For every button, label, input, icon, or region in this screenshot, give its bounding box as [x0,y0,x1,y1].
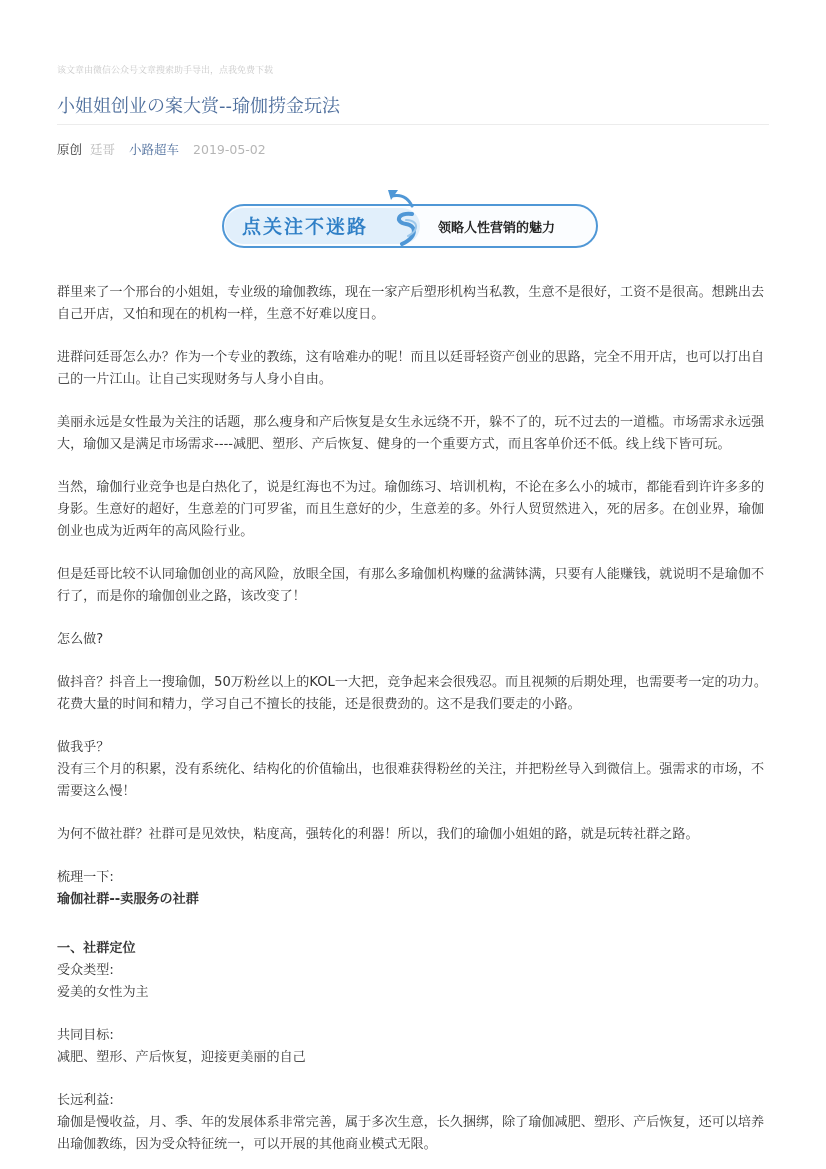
follow-banner [218,186,604,252]
publish-date: 2019-05-02 [193,142,266,157]
paragraph: 当然，瑜伽行业竞争也是白热化了，说是红海也不为过。瑜伽练习、培训机构，不论在多么小的城市，都能看到许许多多的身影。生意好的超好，生意差的门可罗雀，而且生意好的少，生意差的多。外行人贸贸然进入，死的居多。在创业界，瑜伽创业也成为近两年的高风险行业。 [57,480,765,539]
article-title: 小姐姐创业の案大赏--瑜伽捞金玩法 [57,96,340,117]
author-name: 廷哥 [90,142,116,157]
curl-arrow-icon [378,186,438,252]
title-divider [57,124,769,125]
section-heading: 一、社群定位 [57,941,136,956]
field-label: 共同目标: [57,1028,114,1043]
paragraph: 进群问廷哥怎么办？作为一个专业的教练，这有啥难办的呢！而且以廷哥轻资产创业的思路，完全不用开店，也可以打出自己的一片江山。让自己实现财务与人身小自由。 [57,350,765,387]
section-subtitle: 瑜伽社群--卖服务の社群 [57,892,199,907]
paragraph: 但是廷哥比较不认同瑜伽创业的高风险，放眼全国，有那么多瑜伽机构赚的盆满钵满，只要有人能赚钱，就说明不是瑜伽不行了，而是你的瑜伽创业之路，该改变了！ [57,567,765,604]
article-body [57,282,769,1156]
paragraph: 怎么做? [57,632,104,647]
paragraph: 群里来了一个邢台的小姐姐，专业级的瑜伽教练，现在一家产后塑形机构当私教，生意不是很好，工资不是很高。想跳出去自己开店，又怕和现在的机构一样，生意不好难以度日。 [57,285,765,322]
paragraph: 做我乎？ [57,740,110,755]
field-value: 瑜伽是慢收益，月、季、年的发展体系非常完善，属于多次生意，长久捆绑，除了瑜伽减肥、塑形、产后恢复，还可以培养出瑜伽教练，因为受众特征统一，可以开展的其他商业模式无限。 [57,1115,765,1152]
field-label: 受众类型: [57,963,114,978]
banner-follow-text: 点关注不迷路 [242,216,369,238]
export-notice-link[interactable]: 该文章由微信公众号文章搜索助手导出，点我免费下载 [57,66,274,76]
field-value: 爱美的女性为主 [57,985,149,1000]
article-meta [57,140,266,158]
paragraph: 梳理一下: [57,870,114,885]
original-tag: 原创 [57,142,83,157]
account-link[interactable]: 小路超车 [129,142,180,157]
banner-slogan-text: 领略人性营销的魅力 [438,221,556,236]
paragraph: 美丽永远是女性最为关注的话题，那么瘦身和产后恢复是女生永远绕不开，躲不了的，玩不过去的一道槛。市场需求永远强大，瑜伽又是满足市场需求----减肥、塑形、产后恢复、健身的一个重要方式，而且客单价还不低。线上线下皆可玩。 [57,415,765,452]
paragraph: 做抖音？抖音上一搜瑜伽，50万粉丝以上的KOL一大把，竞争起来会很残忍。而且视频的后期处理，也需要考一定的功力。花费大量的时间和精力，学习自己不擅长的技能，还是很费劲的。这不是我们要走的小路。 [57,675,767,712]
paragraph: 没有三个月的积累，没有系统化、结构化的价值输出，也很难获得粉丝的关注，并把粉丝导入到微信上。强需求的市场，不需要这么慢！ [57,762,765,799]
paragraph: 为何不做社群？社群可是见效快，粘度高，强转化的利器！所以，我们的瑜伽小姐姐的路，就是玩转社群之路。 [57,827,699,842]
field-value: 减肥、塑形、产后恢复，迎接更美丽的自己 [57,1050,306,1065]
field-label: 长远利益: [57,1093,114,1108]
